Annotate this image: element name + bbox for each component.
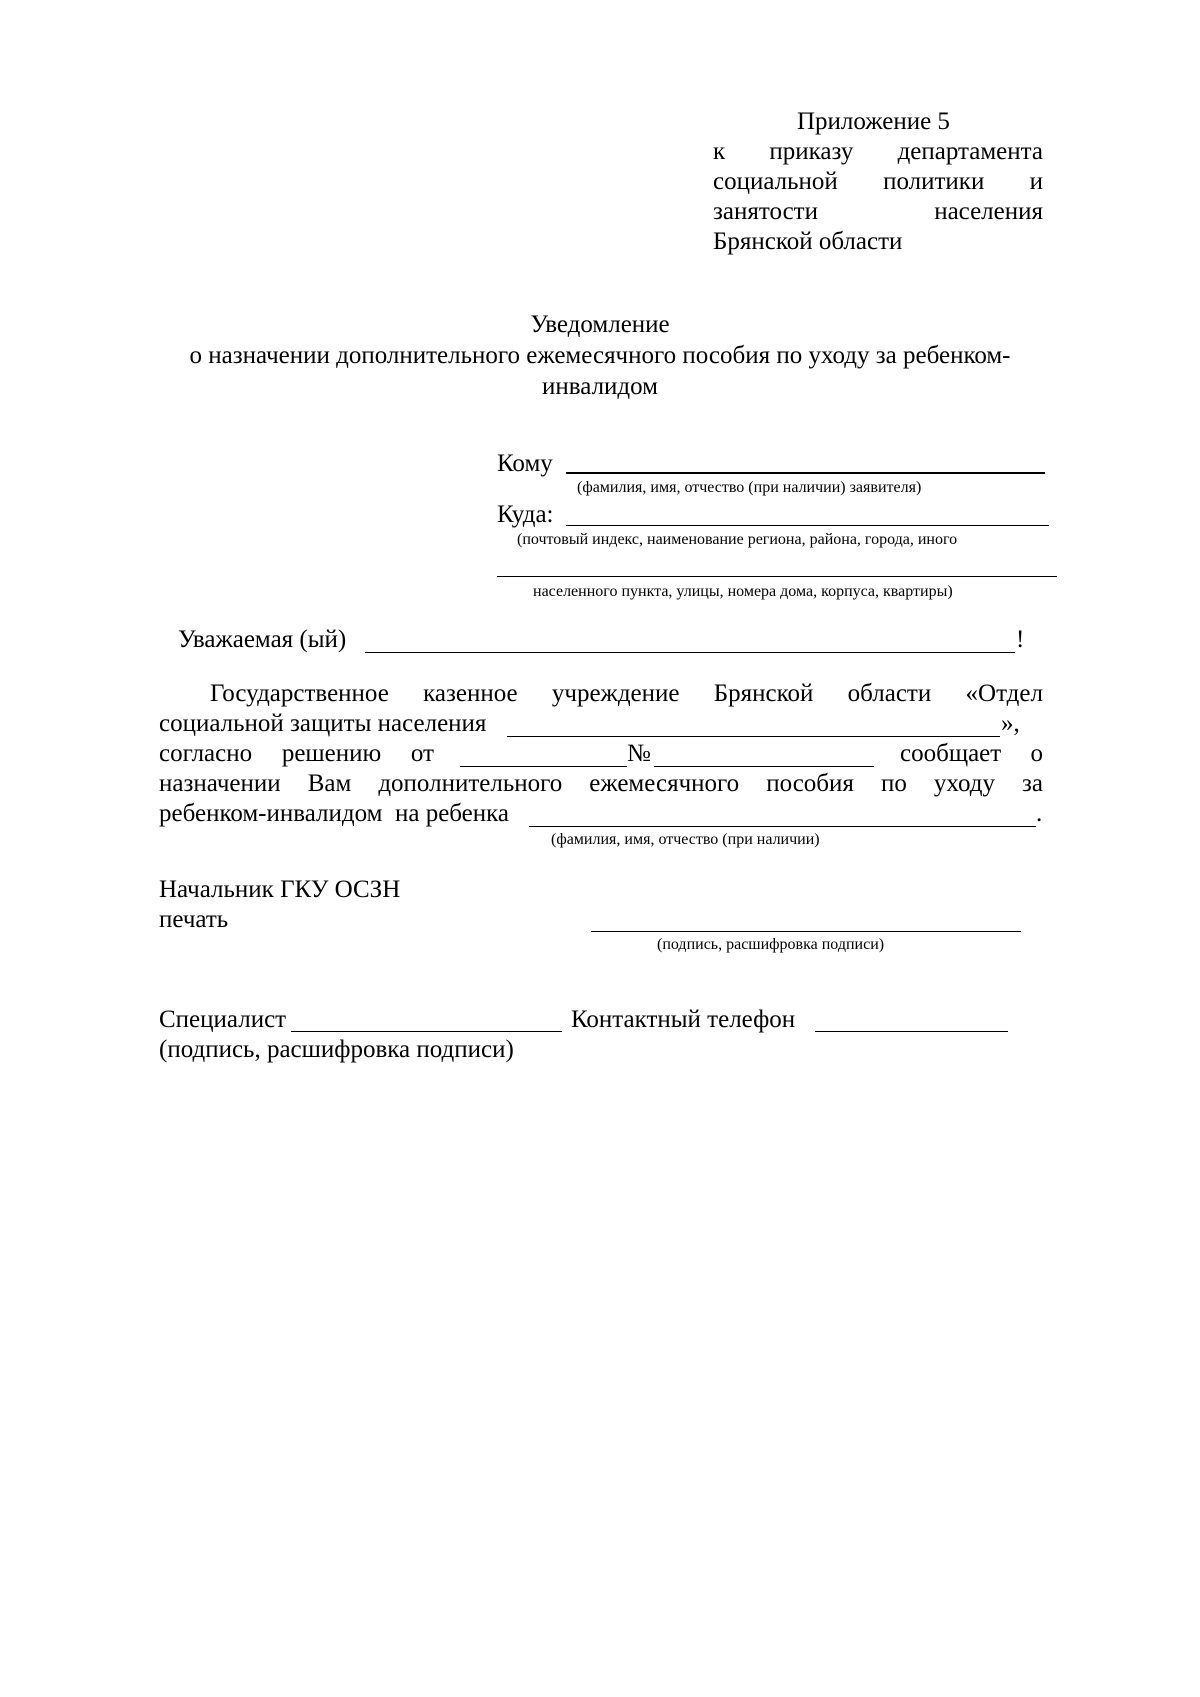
appendix-line-5: Брянской области xyxy=(713,228,903,255)
appendix-line-2 xyxy=(713,137,1043,167)
body-word: сообщает xyxy=(900,740,1002,767)
to-hint: (фамилия, имя, отчество (при наличии) заявителя) xyxy=(577,479,922,496)
appendix-word: и xyxy=(1029,168,1043,195)
body-word: уходу xyxy=(933,770,995,797)
to-field-line[interactable] xyxy=(566,472,1045,474)
stamp-label: печать xyxy=(159,906,229,933)
document-subtitle-line-2: инвалидом xyxy=(542,373,658,400)
body-word: Брянской xyxy=(713,680,814,707)
body-line-2-start: социальной защиты населения xyxy=(159,710,487,737)
body-line-5-start: ребенком-инвалидом на ребенка xyxy=(159,800,510,827)
specialist-hint: (подпись, расшифровка подписи) xyxy=(159,1036,514,1063)
body-line-5-end: . xyxy=(1036,800,1043,827)
body-word: согласно xyxy=(159,740,253,767)
body-word: решению xyxy=(281,740,382,767)
address-hint-1: (почтовый индекс, наименование региона, района, города, иного xyxy=(517,531,958,548)
head-signature-line[interactable] xyxy=(591,931,1021,932)
specialist-signature-line[interactable] xyxy=(291,1031,562,1032)
document-subtitle-line-1: о назначении дополнительного ежемесячного пособия по уходу за ребенком- xyxy=(189,342,1011,369)
appendix-word: приказу xyxy=(769,138,854,165)
specialist-label: Специалист xyxy=(159,1006,287,1033)
appendix-word: социальной xyxy=(713,168,838,195)
body-line-1 xyxy=(210,679,1043,709)
department-name-line[interactable] xyxy=(507,736,1000,737)
body-word: назначении xyxy=(159,770,281,797)
body-line-2-end: », xyxy=(1001,710,1020,737)
body-word: области xyxy=(847,680,932,707)
address-hint-2: населенного пункта, улицы, номера дома, корпуса, квартиры) xyxy=(533,583,953,600)
greeting-end: ! xyxy=(1016,626,1025,653)
body-word: ежемесячного xyxy=(589,770,740,797)
address-field-line-2[interactable] xyxy=(497,576,1057,577)
decision-date-line[interactable] xyxy=(460,766,627,767)
appendix-word: занятости xyxy=(713,198,818,225)
body-word: Государственное xyxy=(210,680,389,707)
body-line-3-end xyxy=(900,739,1043,769)
number-sign: № xyxy=(627,740,651,767)
body-line-4 xyxy=(159,769,1043,799)
head-signature-hint: (подпись, расшифровка подписи) xyxy=(657,936,885,953)
appendix-line-3 xyxy=(713,167,1043,197)
greeting-name-line[interactable] xyxy=(365,652,1015,653)
body-word: казенное xyxy=(423,680,518,707)
appendix-number: Приложение 5 xyxy=(797,108,950,135)
body-line-3-start xyxy=(159,739,434,769)
address-field-line-1[interactable] xyxy=(566,525,1049,526)
to-label: Кому xyxy=(497,450,553,477)
body-word: дополнительного xyxy=(378,770,563,797)
document-title: Уведомление xyxy=(530,311,670,338)
child-name-hint: (фамилия, имя, отчество (при наличии) xyxy=(551,831,820,848)
head-title: Начальник ГКУ ОСЗН xyxy=(159,876,401,903)
body-word: по xyxy=(880,770,907,797)
appendix-word: населения xyxy=(934,198,1043,225)
decision-number-line[interactable] xyxy=(654,766,874,767)
phone-field-line[interactable] xyxy=(815,1031,1008,1032)
address-label: Куда: xyxy=(497,501,554,528)
body-word: от xyxy=(410,740,434,767)
appendix-word: департамента xyxy=(897,138,1043,165)
appendix-word: политики xyxy=(883,168,985,195)
child-name-line[interactable] xyxy=(529,826,1036,827)
body-word: пособия xyxy=(766,770,854,797)
body-word: Вам xyxy=(307,770,352,797)
phone-label: Контактный телефон xyxy=(571,1006,796,1033)
greeting-label: Уважаемая (ый) xyxy=(178,626,347,653)
appendix-word: к xyxy=(713,138,726,165)
body-word: о xyxy=(1030,740,1043,767)
body-word: за xyxy=(1022,770,1043,797)
body-word: «Отдел xyxy=(965,680,1043,707)
body-word: учреждение xyxy=(551,680,680,707)
appendix-line-4 xyxy=(713,197,1043,227)
